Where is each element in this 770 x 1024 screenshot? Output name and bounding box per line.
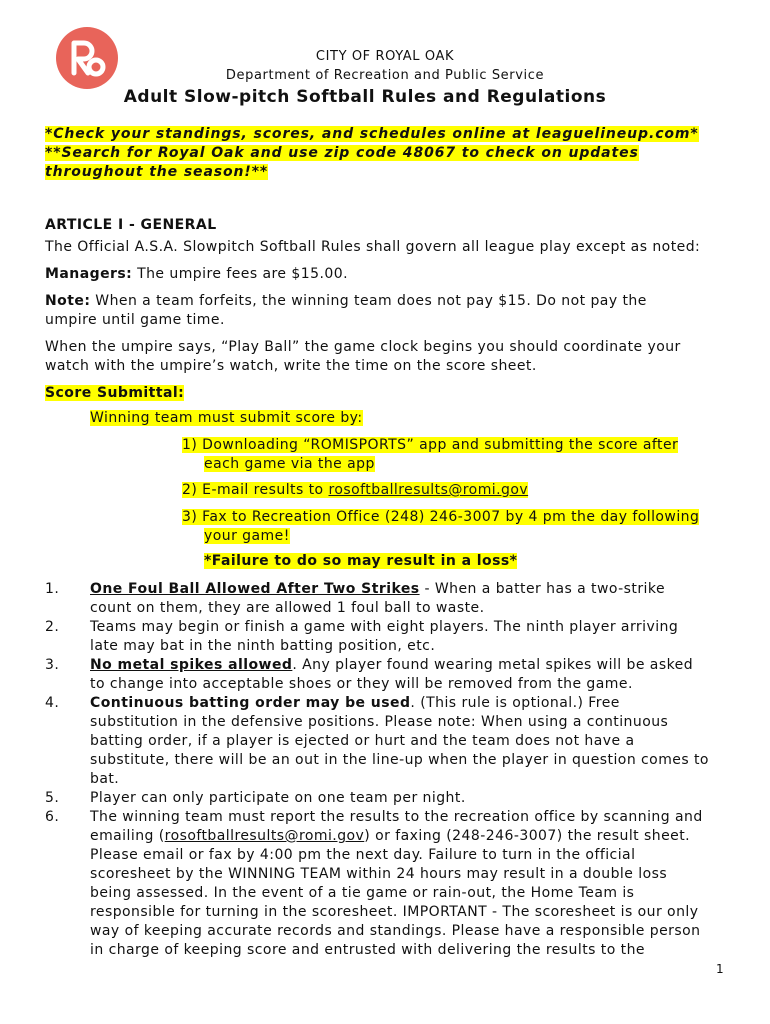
note-line-2: umpire until game time. xyxy=(45,312,225,328)
rule-3 xyxy=(90,657,693,673)
score-option-1: 1) Downloading “ROMISPORTS” app and submitting the score after xyxy=(182,437,679,453)
notice-line-3: throughout the season!** xyxy=(45,164,269,180)
rule-4-lead: Continuous batting order may be used xyxy=(90,695,411,711)
rule-6-line-5: being assessed. In the event of a tie game or rain-out, the Home Team is xyxy=(90,885,635,901)
results-email-link[interactable]: rosoftballresults@romi.gov xyxy=(328,482,529,498)
rule-1-lead: One Foul Ball Allowed After Two Strikes xyxy=(90,581,420,597)
clock-line-2: watch with the umpire’s watch, write the time on the score sheet. xyxy=(45,358,537,374)
page-number: 1 xyxy=(716,962,724,976)
department-name: Department of Recreation and Public Service xyxy=(225,68,545,83)
rule-5: Player can only participate on one team per night. xyxy=(90,790,466,806)
article-heading: ARTICLE I - GENERAL xyxy=(45,217,217,233)
rule-6-line-7: way of keeping accurate records and standings. Please have a responsible person xyxy=(90,923,701,939)
notice-line-2: **Search for Royal Oak and use zip code 48067 to check on updates xyxy=(45,145,639,161)
rule-6-line-6: responsible for turning in the scoresheet. IMPORTANT - The scoresheet is our only xyxy=(90,904,699,920)
notice-line-1: *Check your standings, scores, and schedules online at leaguelineup.com* xyxy=(45,126,699,142)
rule-3-lead: No metal spikes allowed xyxy=(90,657,293,673)
rule-6-line-2 xyxy=(90,828,690,844)
article-intro: The Official A.S.A. Slowpitch Softball Rules shall govern all league play except as noted: xyxy=(45,239,701,255)
score-option-3: 3) Fax to Recreation Office (248) 246-3007 by 4 pm the day following xyxy=(182,509,700,525)
score-option-3-line-2: your game! xyxy=(204,528,290,544)
rule-4-line-4: substitute, there will be an out in the line-up when the player in question comes to xyxy=(90,752,709,768)
score-option-2-text: 2) E-mail results to xyxy=(182,482,329,498)
rule-1-line-2: count on them, they are allowed 1 foul ball to waste. xyxy=(90,600,485,616)
score-option-1-line-2: each game via the app xyxy=(204,456,375,472)
rule-3-line-2: to change into acceptable shoes or they will be removed from the game. xyxy=(90,676,633,692)
rule-6-email-link[interactable]: rosoftballresults@romi.gov xyxy=(164,828,365,844)
note-label: Note: xyxy=(45,293,91,309)
rule-6-line-4: scoresheet by the WINNING TEAM within 24 hours may result in a double loss xyxy=(90,866,668,882)
clock-line-1: When the umpire says, “Play Ball” the game clock begins you should coordinate your xyxy=(45,339,681,355)
rule-6-text-b: ) or faxing (248-246-3007) the result sheet. xyxy=(364,828,691,844)
rule-1-text: - When a batter has a two-strike xyxy=(419,581,666,597)
rule-4-text: . (This rule is optional.) Free xyxy=(410,695,620,711)
rule-1 xyxy=(90,581,665,597)
rule-2-line-2: late may bat in the ninth batting position, etc. xyxy=(90,638,436,654)
managers-label: Managers: xyxy=(45,266,133,282)
page-title: Adult Slow-pitch Softball Rules and Regulations xyxy=(123,87,607,107)
note-paragraph xyxy=(45,293,647,309)
rule-number: 4. xyxy=(45,695,60,711)
rule-4-line-2: substitution in the defensive positions. Please note: When using a continuous xyxy=(90,714,669,730)
rule-4-line-5: bat. xyxy=(90,771,120,787)
rule-number: 1. xyxy=(45,581,60,597)
rule-number: 3. xyxy=(45,657,60,673)
score-heading: Score Submittal: xyxy=(45,385,185,401)
score-option-2 xyxy=(182,482,528,498)
rule-number: 5. xyxy=(45,790,60,806)
rule-2: Teams may begin or finish a game with eight players. The ninth player arriving xyxy=(90,619,679,635)
failure-warning: *Failure to do so may result in a loss* xyxy=(204,553,518,569)
rule-6-text-a: emailing ( xyxy=(90,828,165,844)
rule-number: 2. xyxy=(45,619,60,635)
rule-6-line-3: Please email or fax by 4:00 pm the next day. Failure to turn in the official xyxy=(90,847,636,863)
rule-6-line-8: in charge of keeping score and entrusted with delivering the results to the xyxy=(90,942,645,958)
rule-4 xyxy=(90,695,620,711)
rule-3-text: . Any player found wearing metal spikes will be asked xyxy=(292,657,694,673)
rule-number: 6. xyxy=(45,809,60,825)
managers-text: The umpire fees are $15.00. xyxy=(132,266,348,282)
note-text: When a team forfeits, the winning team does not pay $15. Do not pay the xyxy=(90,293,647,309)
score-intro: Winning team must submit score by: xyxy=(90,410,363,426)
city-name: CITY OF ROYAL OAK xyxy=(315,49,455,64)
rule-4-line-3: batting order, if a player is ejected or hurt and the team does not have a xyxy=(90,733,635,749)
managers-paragraph xyxy=(45,266,348,282)
rule-6: The winning team must report the results to the recreation office by scanning and xyxy=(90,809,703,825)
